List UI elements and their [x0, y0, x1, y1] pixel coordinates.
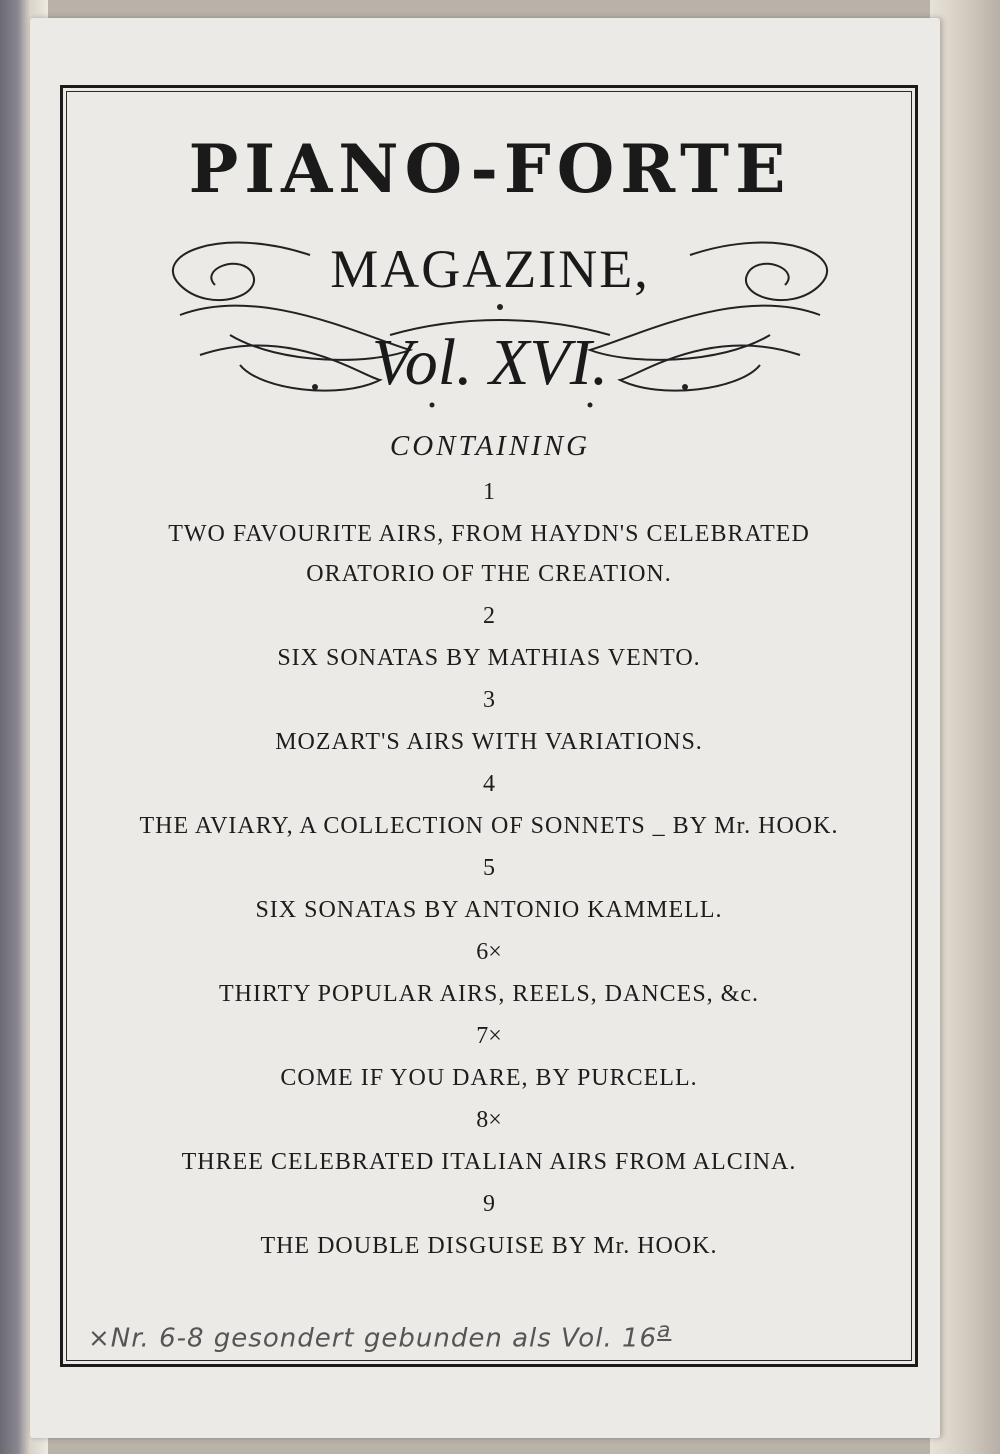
contents-item: [66, 846, 912, 930]
containing-heading: CONTAINING: [389, 430, 591, 462]
contents-item: [66, 1014, 912, 1098]
item-number: 3: [483, 687, 495, 713]
handwritten-note-text: ×Nr. 6-8 gesondert gebunden als Vol. 16: [88, 1323, 658, 1354]
handwritten-note-suffix: a: [657, 1318, 672, 1343]
item-title: THE AVIARY, A COLLECTION OF SONNETS _ BY Mr. HOOK.: [139, 813, 839, 839]
item-title-continued: ORATORIO OF THE CREATION.: [306, 561, 672, 587]
item-title: THIRTY POPULAR AIRS, REELS, DANCES, &c.: [218, 981, 760, 1007]
contents-item: [66, 1098, 912, 1182]
item-number: 5: [483, 855, 495, 881]
contents-item: [66, 470, 912, 594]
item-title: TWO FAVOURITE AIRS, FROM HAYDN'S CELEBRATED: [168, 521, 810, 547]
item-number: 9: [483, 1191, 495, 1217]
contents-item: [66, 678, 912, 762]
item-number: 2: [483, 603, 495, 629]
item-number: 1: [483, 479, 495, 505]
volume-number: Vol. XVI.: [371, 326, 609, 399]
item-number: 8×: [476, 1107, 502, 1133]
item-title: MOZART'S AIRS WITH VARIATIONS.: [275, 729, 703, 755]
item-title: SIX SONATAS BY ANTONIO KAMMELL.: [255, 897, 723, 923]
page-edge: [930, 0, 1000, 1454]
item-title: COME IF YOU DARE, BY PURCELL.: [280, 1065, 698, 1091]
item-number: 7×: [476, 1023, 502, 1049]
contents-item: [66, 594, 912, 678]
contents-list: [66, 470, 912, 1266]
contents-item: [66, 762, 912, 846]
contents-item: [66, 1182, 912, 1266]
item-number: 6×: [476, 939, 502, 965]
title-line-1: PIANO-FORTE: [188, 130, 792, 208]
item-number: 4: [483, 771, 495, 797]
item-title: THREE CELEBRATED ITALIAN AIRS FROM ALCINA.: [181, 1149, 797, 1175]
handwritten-note: [88, 1318, 848, 1354]
title-line-2: MAGAZINE,: [330, 239, 650, 299]
contents-item: [66, 930, 912, 1014]
item-title: THE DOUBLE DISGUISE BY Mr. HOOK.: [260, 1233, 718, 1259]
item-title: SIX SONATAS BY MATHIAS VENTO.: [277, 645, 701, 671]
